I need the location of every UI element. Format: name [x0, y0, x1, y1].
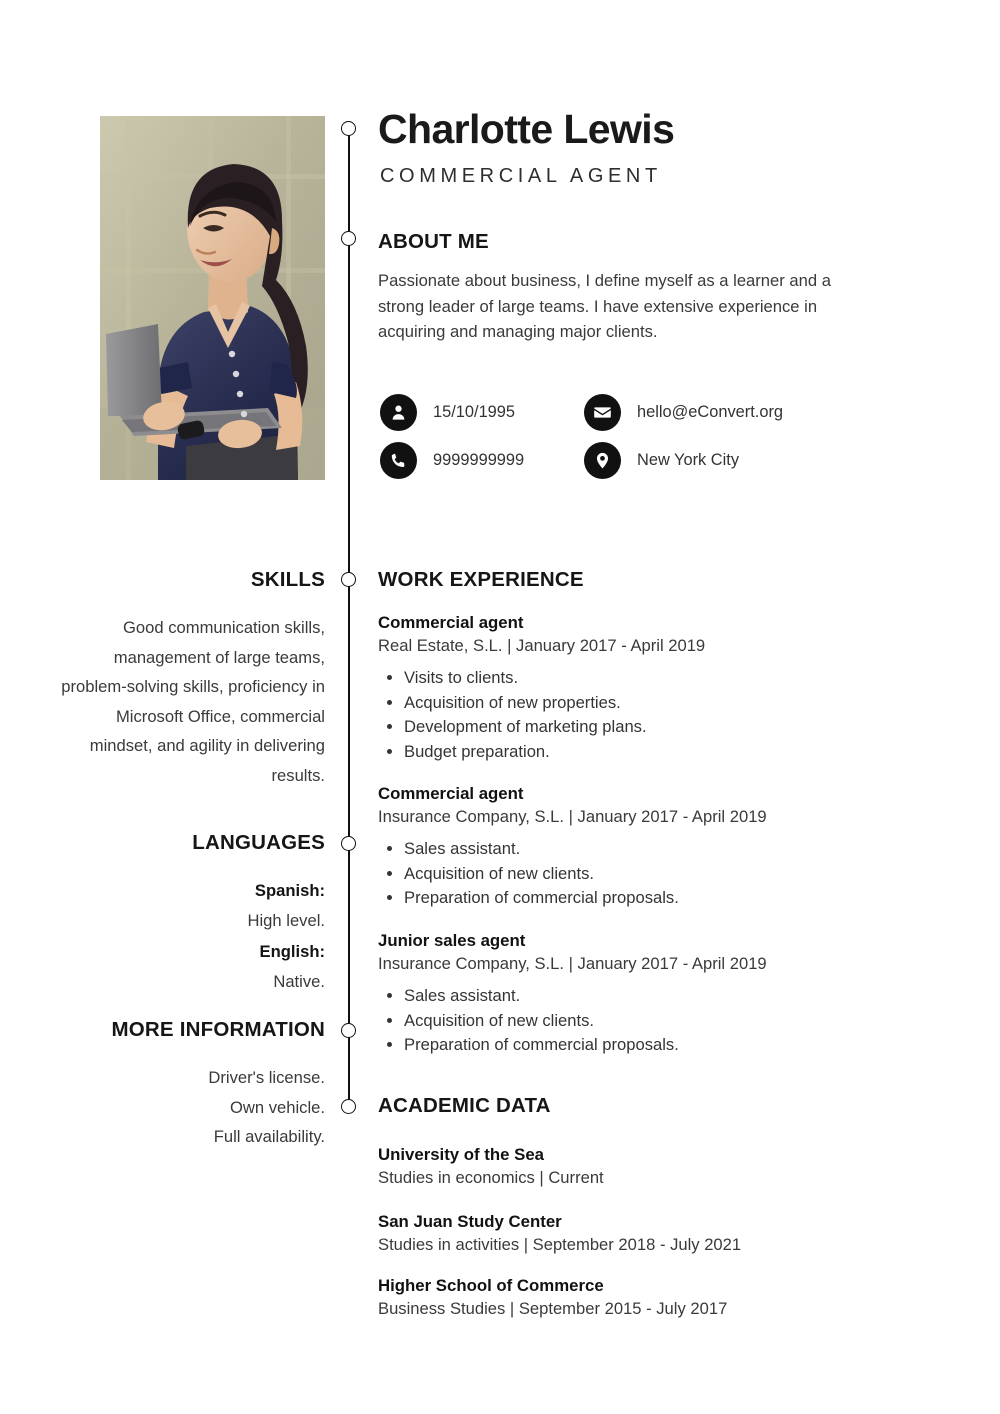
work-entry-subtitle: Insurance Company, S.L. | January 2017 - April 2019 [378, 953, 767, 973]
timeline-dot-about [341, 231, 356, 246]
work-entry-subtitle: Insurance Company, S.L. | January 2017 - April 2019 [378, 806, 767, 826]
academic-entry-subtitle: Business Studies | September 2015 - July 2017 [378, 1298, 728, 1318]
academic-entry-title: San Juan Study Center [378, 1212, 562, 1231]
timeline-dot-skills [341, 572, 356, 587]
academic-entry-subtitle: Studies in activities | September 2018 - July 2021 [378, 1234, 742, 1254]
work-entry-bullets [404, 837, 898, 910]
skills-text: Good communication skills, management of large teams, problem-solving skills, proficiency in Microsoft Office, commercial mindset, and agility in delivering results. [61, 618, 325, 785]
about-me-text: Passionate about business, I define myself as a learner and a strong leader of large teams. I have extensive experience in acquiring and managing major clients. [378, 271, 831, 342]
timeline-dot-academic [341, 1099, 356, 1114]
more-information-line: Driver's license. [208, 1068, 325, 1087]
contact-location[interactable] [584, 442, 739, 479]
academic-entry [378, 1275, 898, 1320]
section-heading-languages: LANGUAGES [192, 831, 325, 854]
phone-icon [380, 442, 417, 479]
work-bullet: • Visits to clients. [404, 666, 898, 690]
work-bullet: • Acquisition of new clients. [404, 862, 898, 886]
work-bullet: • Acquisition of new clients. [404, 1009, 898, 1033]
contact-email-value: hello@eConvert.org [637, 403, 784, 421]
work-bullet: • Acquisition of new properties. [404, 691, 898, 715]
academic-entry [378, 1211, 898, 1256]
section-heading-more-information: MORE INFORMATION [111, 1018, 325, 1041]
work-bullet: • Budget preparation. [404, 740, 898, 764]
more-information-line: Full availability. [213, 1127, 325, 1147]
timeline-line [348, 128, 350, 1108]
work-entry-title: Commercial agent [378, 613, 524, 632]
more-information-list [60, 1063, 325, 1152]
work-entry-subtitle: Real Estate, S.L. | January 2017 - April 2019 [378, 635, 706, 655]
section-heading-academic-data: ACADEMIC DATA [378, 1094, 551, 1117]
language-item-spanish [60, 876, 325, 935]
section-heading-skills: SKILLS [250, 568, 325, 591]
envelope-icon [584, 394, 621, 431]
contact-email[interactable] [584, 394, 783, 431]
contact-phone[interactable] [380, 442, 524, 479]
contact-birthdate-value: 15/10/1995 [433, 403, 516, 421]
language-item-english [60, 937, 325, 996]
language-level-english: Native. [273, 971, 325, 991]
timeline-dot-more-info [341, 1023, 356, 1038]
work-bullet: • Sales assistant. [404, 984, 898, 1008]
work-entry [378, 783, 898, 911]
work-entry [378, 612, 898, 764]
location-pin-icon [584, 442, 621, 479]
work-entry-bullets [404, 666, 898, 763]
language-name-spanish: Spanish: [254, 881, 325, 900]
work-bullet: • Sales assistant. [404, 837, 898, 861]
academic-entry-title: University of the Sea [378, 1145, 545, 1164]
work-bullet: • Preparation of commercial proposals. [404, 886, 898, 910]
work-entry-title: Commercial agent [378, 784, 524, 803]
more-information-line: Own vehicle. [230, 1097, 325, 1117]
page-title: Charlotte Lewis [378, 106, 675, 152]
job-role-subtitle: COMMERCIAL AGENT [380, 165, 662, 187]
person-icon [380, 394, 417, 431]
profile-photo [100, 116, 325, 480]
academic-entry [378, 1144, 898, 1189]
section-heading-work-experience: WORK EXPERIENCE [378, 568, 584, 591]
academic-entry-subtitle: Studies in economics | Current [378, 1167, 604, 1187]
contact-phone-value: 9999999999 [433, 451, 525, 469]
section-heading-about-me: ABOUT ME [378, 230, 489, 253]
contact-birthdate[interactable] [380, 394, 515, 431]
work-entry-bullets [404, 984, 898, 1057]
timeline-dot-languages [341, 836, 356, 851]
contact-location-value: New York City [637, 451, 740, 469]
language-name-english: English: [259, 942, 325, 961]
work-bullet: • Preparation of commercial proposals. [404, 1033, 898, 1057]
academic-entry-title: Higher School of Commerce [378, 1276, 604, 1295]
work-bullet: • Development of marketing plans. [404, 715, 898, 739]
timeline-dot-name [341, 121, 356, 136]
work-entry [378, 930, 898, 1058]
work-entry-title: Junior sales agent [378, 931, 526, 950]
language-level-spanish: High level. [247, 910, 325, 930]
